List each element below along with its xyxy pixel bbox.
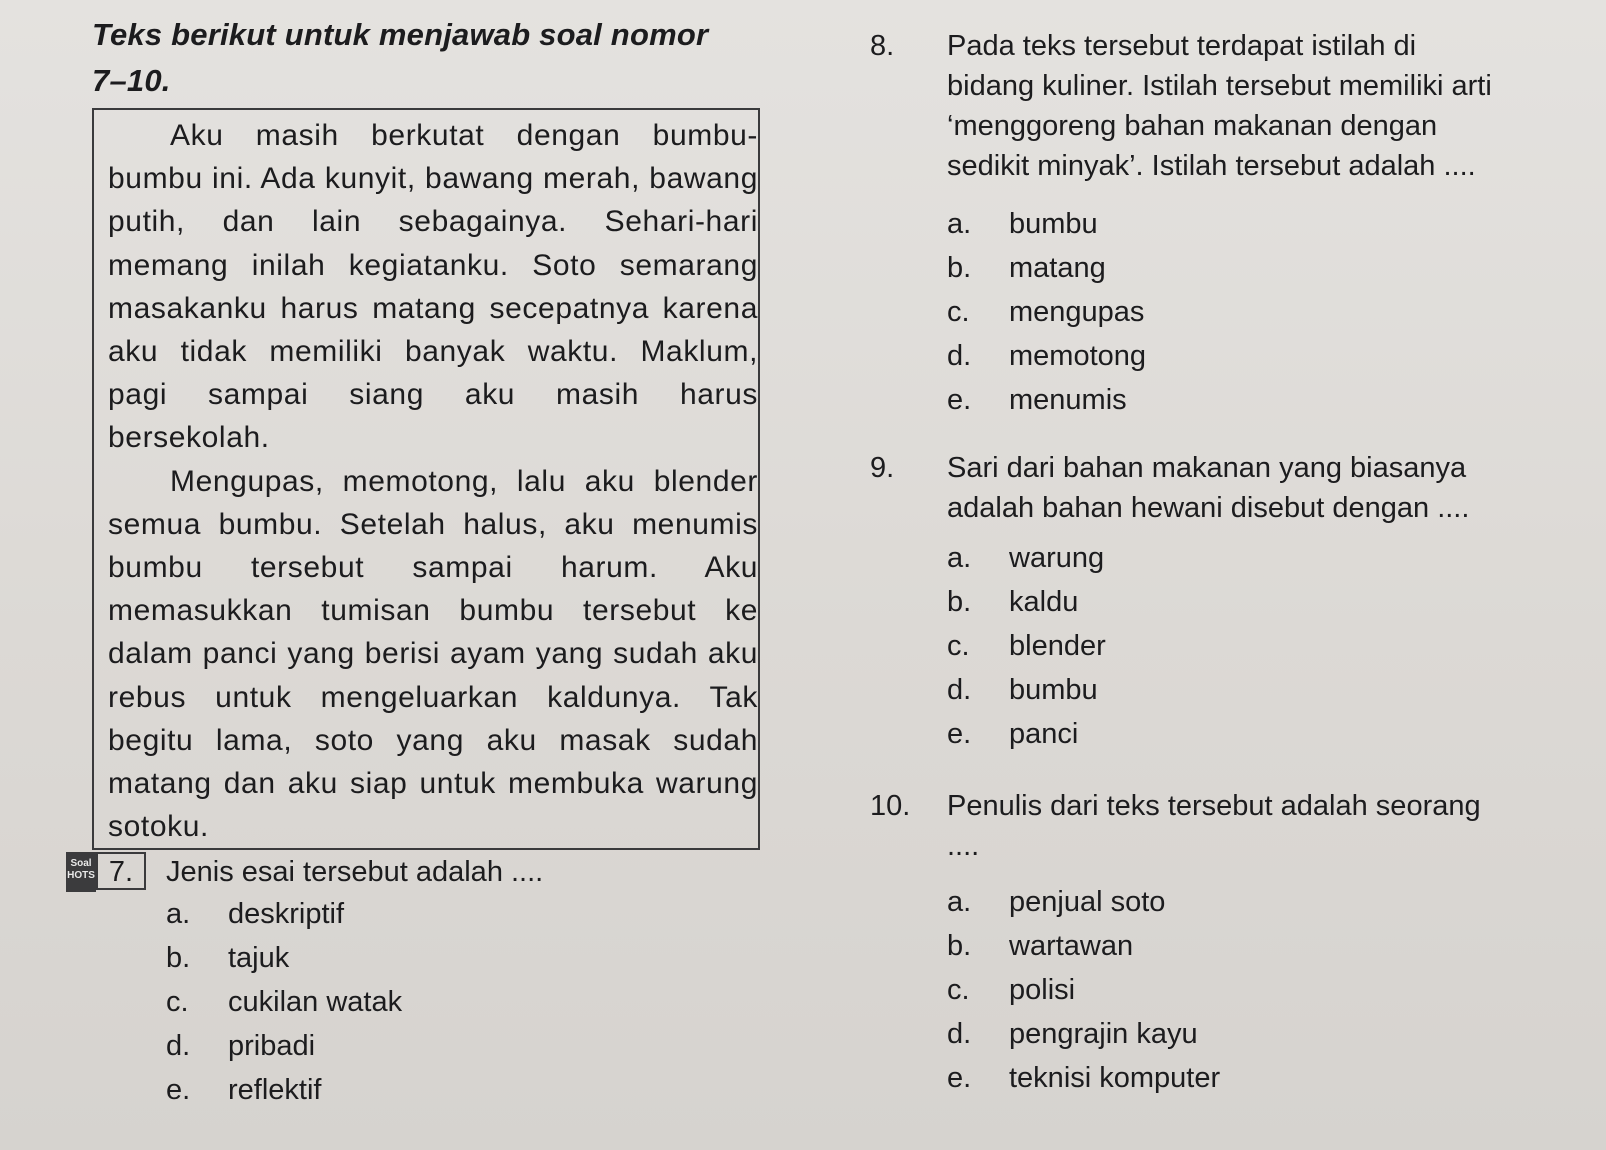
passage-instruction-heading (92, 12, 792, 104)
option-text: matang (1009, 252, 1106, 284)
option-letter: d. (947, 340, 972, 372)
option-text: teknisi komputer (1009, 1062, 1221, 1094)
option-text: tajuk (228, 942, 290, 974)
passage-text (108, 114, 758, 848)
question-7-option-c[interactable] (166, 980, 402, 1024)
question-10-number: 10. (870, 790, 911, 822)
passage-paragraph-2: Mengupas, memotong, lalu aku blender semua bumbu. Setelah halus, aku menumis bumbu tersebut sampai harum. Aku memasukkan tumisan bumbu tersebut ke dalam panci yang berisi ayam yang sudah aku rebus untuk mengeluarkan kaldunya. Tak begitu lama, soto yang aku masak sudah matang dan aku siap untuk membuka warung sotoku. (108, 464, 758, 844)
question-10-option-d[interactable] (947, 1012, 1220, 1056)
option-text: cukilan watak (228, 986, 403, 1018)
passage-paragraph-1: Aku masih berkutat dengan bumbu-bumbu ini. Ada kunyit, bawang merah, bawang putih, dan lain sebagainya. Sehari-hari memang inilah kegiatanku. Soto semarang masakanku harus matang secepatnya karena aku tidak memiliki banyak waktu. Maklum, pagi sampai siang aku masih harus bersekolah. (108, 119, 758, 455)
question-8-text: Pada teks tersebut terdapat istilah di bidang kuliner. Istilah tersebut memiliki arti ‘menggoreng bahan makanan dengan sedikit minyak’. Istilah tersebut adalah .... (947, 30, 1492, 182)
question-9-option-e[interactable] (947, 712, 1106, 756)
heading-line-2: 7–10. (92, 63, 171, 98)
option-letter: c. (947, 630, 970, 662)
option-letter: e. (947, 1062, 972, 1094)
option-letter: a. (166, 898, 191, 930)
option-letter: c. (166, 986, 189, 1018)
option-text: memotong (1009, 340, 1147, 372)
question-10-options (947, 880, 1220, 1100)
option-text: bumbu (1009, 674, 1098, 706)
question-8-option-d[interactable] (947, 334, 1146, 378)
badge-line-2: HOTS (67, 870, 95, 881)
question-10-option-b[interactable] (947, 924, 1220, 968)
option-letter: c. (947, 974, 970, 1006)
question-7-option-d[interactable] (166, 1024, 402, 1068)
question-9-number: 9. (870, 452, 895, 484)
option-letter: b. (947, 930, 972, 962)
question-7-text: Jenis esai tersebut adalah .... (166, 856, 544, 888)
option-letter: e. (947, 718, 972, 750)
question-8-option-a[interactable] (947, 202, 1146, 246)
option-letter: a. (947, 208, 972, 240)
option-letter: c. (947, 296, 970, 328)
question-7-option-a[interactable] (166, 892, 402, 936)
question-8 (870, 26, 1510, 186)
question-7-option-e[interactable] (166, 1068, 402, 1112)
option-text: pribadi (228, 1030, 316, 1062)
option-letter: d. (166, 1030, 191, 1062)
question-7-options (166, 892, 402, 1112)
option-text: panci (1009, 718, 1079, 750)
question-9-options (947, 536, 1106, 756)
question-8-option-c[interactable] (947, 290, 1146, 334)
option-letter: b. (166, 942, 191, 974)
option-letter: d. (947, 674, 972, 706)
question-10-option-a[interactable] (947, 880, 1220, 924)
option-text: blender (1009, 630, 1106, 662)
option-text: polisi (1009, 974, 1076, 1006)
option-letter: d. (947, 1018, 972, 1050)
question-7-option-b[interactable] (166, 936, 402, 980)
option-letter: e. (166, 1074, 191, 1106)
option-text: reflektif (228, 1074, 322, 1106)
question-8-number: 8. (870, 30, 895, 62)
option-text: deskriptif (228, 898, 345, 930)
option-letter: b. (947, 252, 972, 284)
option-text: bumbu (1009, 208, 1098, 240)
option-text: mengupas (1009, 296, 1145, 328)
option-letter: e. (947, 384, 972, 416)
option-text: wartawan (1009, 930, 1134, 962)
option-text: pengrajin kayu (1009, 1018, 1198, 1050)
question-10-text: Penulis dari teks tersebut adalah seorang .... (947, 790, 1481, 862)
option-text: kaldu (1009, 586, 1079, 618)
option-letter: a. (947, 542, 972, 574)
option-text: warung (1009, 542, 1105, 574)
question-8-options (947, 202, 1146, 422)
heading-line-1: Teks berikut untuk menjawab soal nomor (92, 17, 709, 52)
question-9-option-b[interactable] (947, 580, 1106, 624)
option-letter: b. (947, 586, 972, 618)
question-10-option-e[interactable] (947, 1056, 1220, 1100)
question-9-option-c[interactable] (947, 624, 1106, 668)
question-8-option-b[interactable] (947, 246, 1146, 290)
question-7-number: 7. (96, 852, 146, 890)
question-8-option-e[interactable] (947, 378, 1146, 422)
question-9-text: Sari dari bahan makanan yang biasanya adalah bahan hewani disebut dengan .... (947, 452, 1470, 524)
badge-line-1: Soal (70, 858, 92, 869)
option-text: menumis (1009, 384, 1127, 416)
question-9-option-a[interactable] (947, 536, 1106, 580)
question-9 (870, 448, 1510, 528)
hots-badge (66, 852, 96, 892)
question-10-option-c[interactable] (947, 968, 1220, 1012)
question-10 (870, 786, 1510, 866)
question-9-option-d[interactable] (947, 668, 1106, 712)
option-text: penjual soto (1009, 886, 1166, 918)
option-letter: a. (947, 886, 972, 918)
